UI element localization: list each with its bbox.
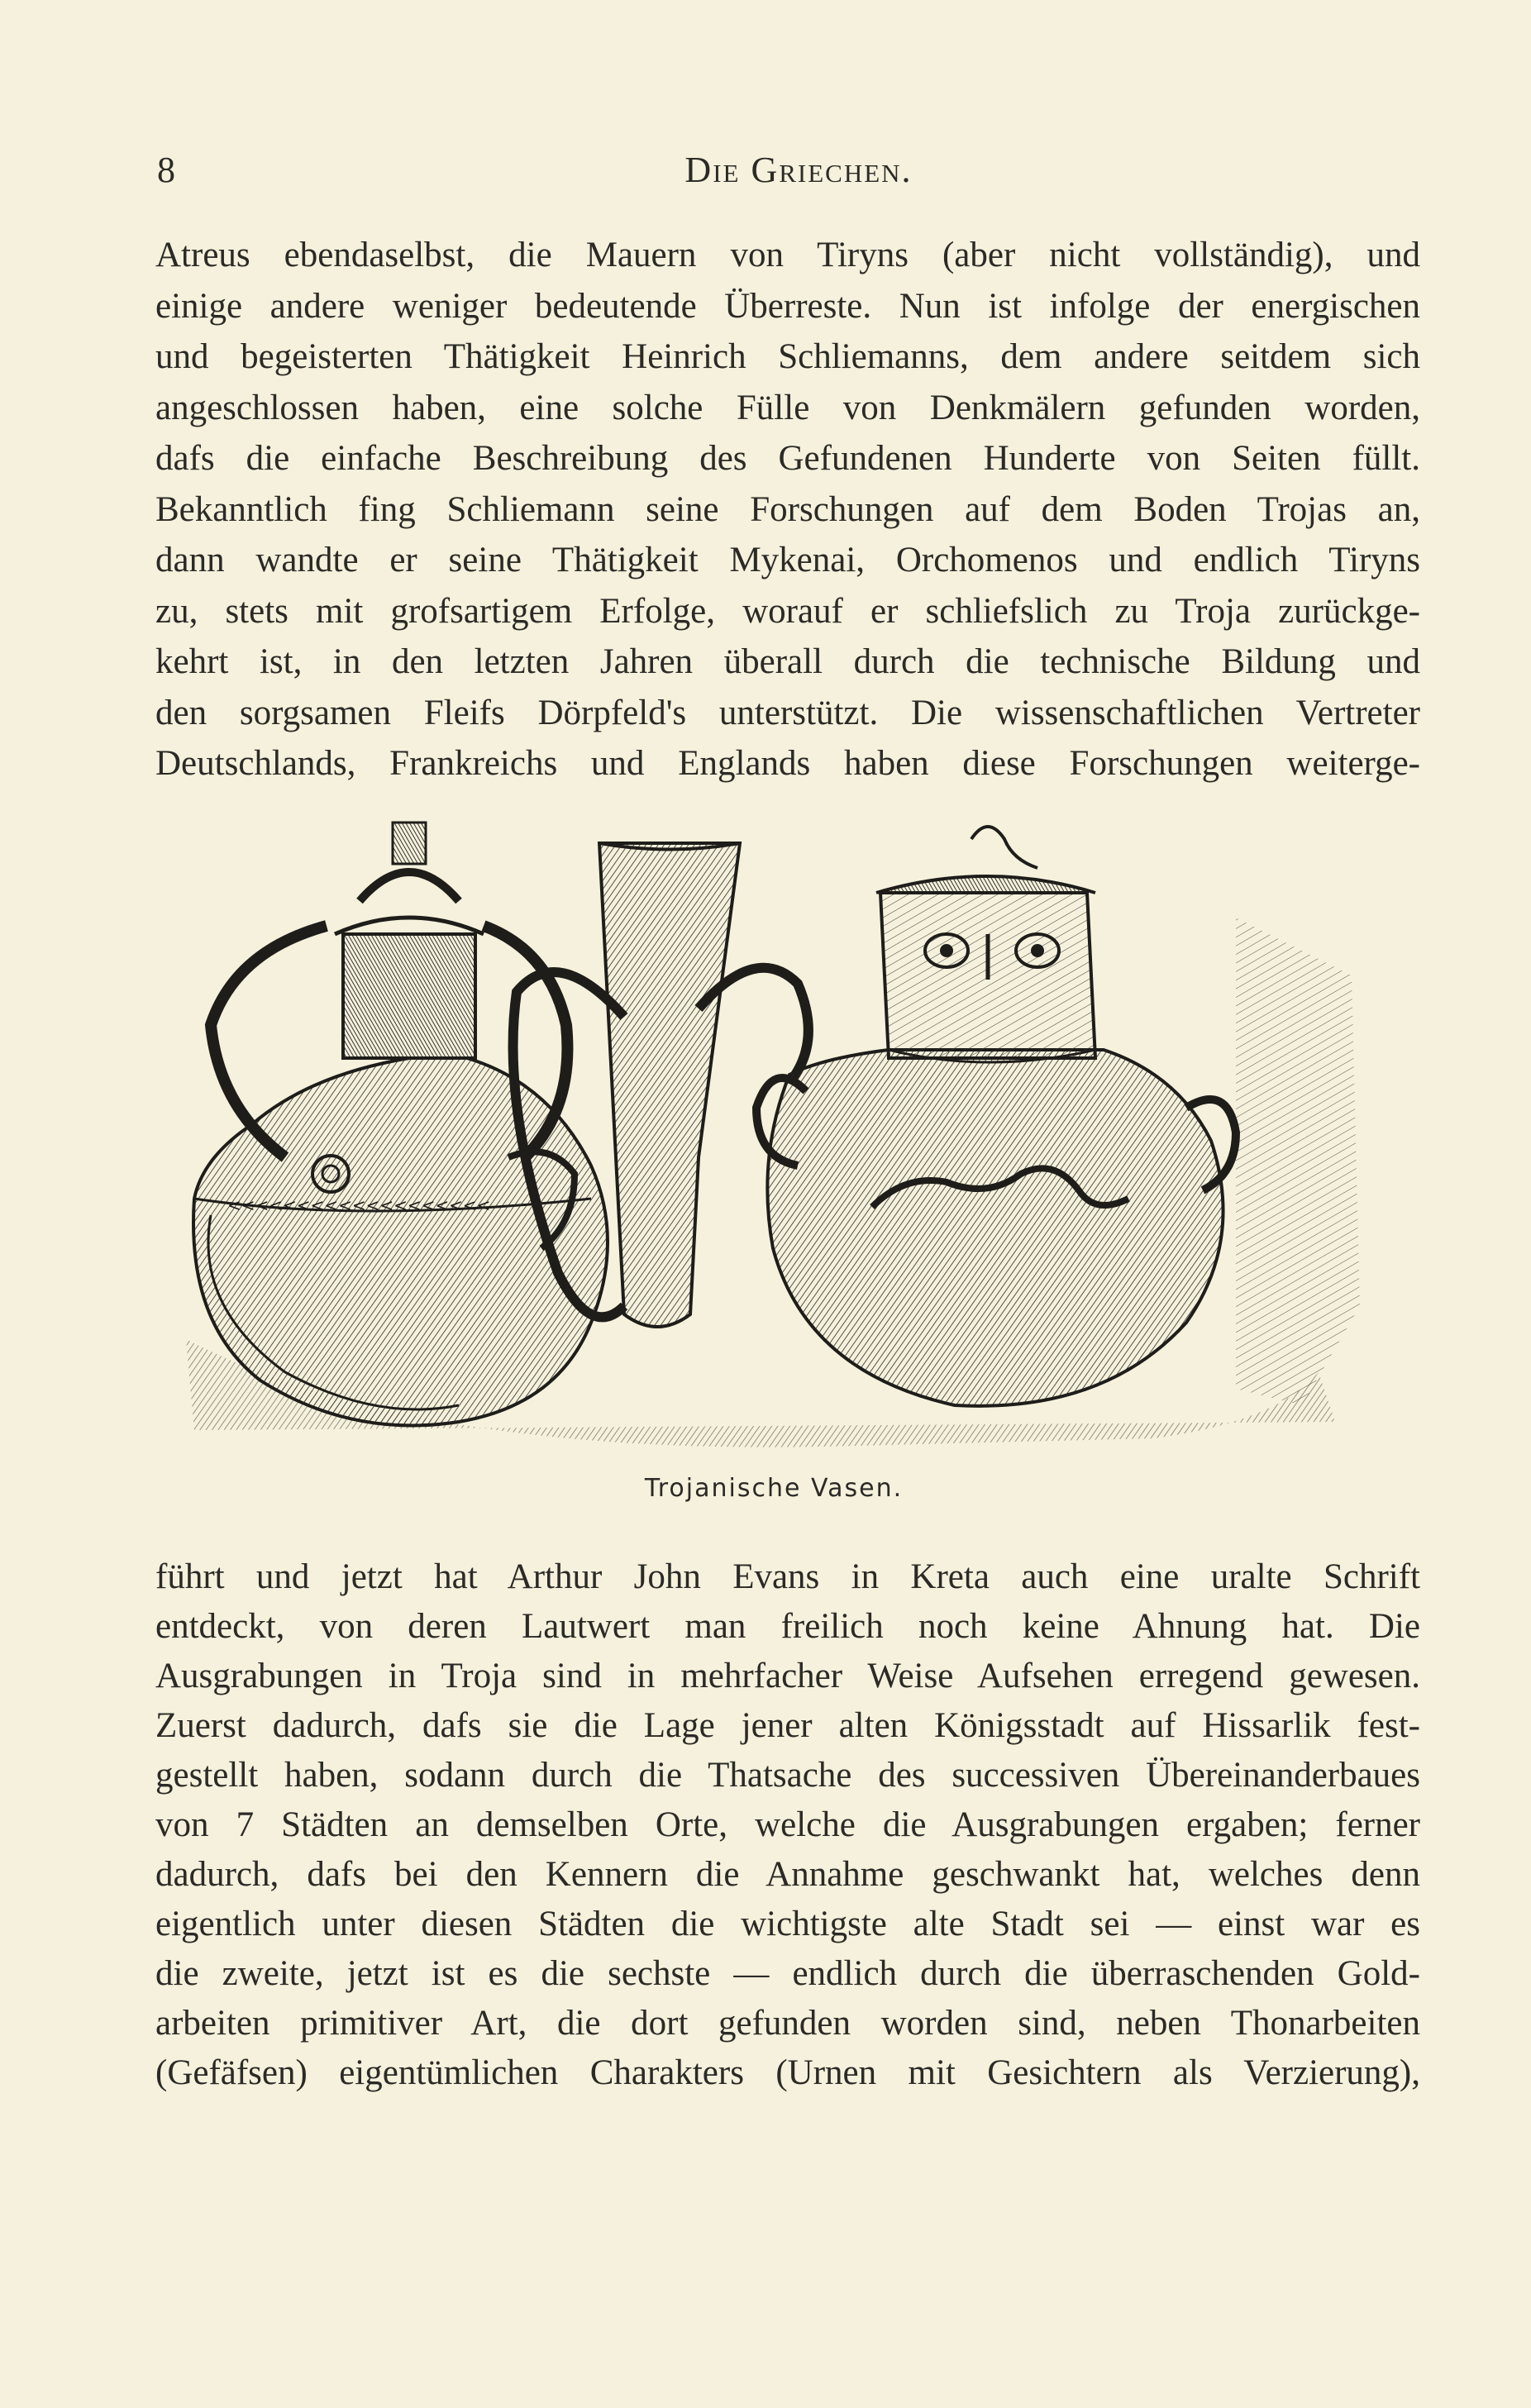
text-line: Atreus ebendaselbst, die Mauern von Tiryns (aber nicht vollständig), und [155,236,1420,274]
text-line: Zuerst dadurch, dafs sie die Lage jener alten Königsstadt auf Hissarlik fest- [155,1706,1420,1745]
text-line: eigentlich unter diesen Städten die wichtigste alte Stadt sei — einst war es [155,1905,1420,1943]
text-line: von 7 Städten an demselben Orte, welche die Ausgrabungen ergaben; ferner [155,1805,1420,1844]
text-line: entdeckt, von deren Lautwert man freilich noch keine Ahnung hat. Die [155,1607,1420,1646]
left-vase [193,823,608,1425]
text-line: die zweite, jetzt ist es die sechste — endlich durch die überraschenden Gold- [155,1954,1420,1993]
page-number: 8 [157,150,176,190]
text-line: kehrt ist, in den letzten Jahren überall durch die technische Bildung und [155,642,1420,681]
figure-caption: Trojanische Vasen. [644,1474,904,1503]
text-line: Ausgrabungen in Troja sind in mehrfacher Weise Aufsehen erregend gewesen. [155,1657,1420,1695]
text-line: (Gefäfsen) eigentümlichen Charakters (Urnen mit Gesichtern als Verzierung), [155,2053,1420,2092]
text-line: einige andere weniger bedeutende Überreste. Nun ist infolge der energischen [155,286,1420,326]
bottom-paragraph [155,1552,1420,2098]
text-line: zu, stets mit grofsartigem Erfolge, worauf er schliefslich zu Troja zurückge- [155,591,1420,631]
running-head: Die Griechen. [684,150,913,190]
text-line: angeschlossen haben, eine solche Fülle von Denkmälern gefunden worden, [155,388,1420,427]
text-line: und begeisterten Thätigkeit Heinrich Schliemanns, dem andere seitdem sich [155,337,1420,376]
text-line: arbeiten primitiver Art, die dort gefunden worden sind, neben Thonarbeiten [155,2004,1420,2043]
text-line: dann wandte er seine Thätigkeit Mykenai, Orchomenos und endlich Tiryns [155,541,1420,579]
text-line: führt und jetzt hat Arthur John Evans in Kreta auch eine uralte Schrift [155,1557,1420,1596]
right-vase [756,827,1236,1406]
text-line: gestellt haben, sodann durch die Thatsache des successiven Übereinanderbaues [155,1756,1420,1795]
top-paragraph [155,230,1420,789]
text-line: Bekanntlich fing Schliemann seine Forschungen auf dem Boden Trojas an, [155,489,1420,529]
text-line: dafs die einfache Beschreibung des Gefundenen Hunderte von Seiten füllt. [155,439,1420,478]
text-line: Deutschlands, Frankreichs und Englands haben diese Forschungen weiterge- [155,744,1420,783]
trojan-vases-illustration [161,810,1368,1463]
svg-text:<<<<<<<<<<<<<<<<<<<: <<<<<<<<<<<<<<<<<<< [227,1195,491,1215]
text-line: dadurch, dafs bei den Kennern die Annahme geschwankt hat, welches denn [155,1855,1420,1894]
text-line: den sorgsamen Fleifs Dörpfeld's unterstützt. Die wissenschaftlichen Vertreter [155,693,1420,732]
